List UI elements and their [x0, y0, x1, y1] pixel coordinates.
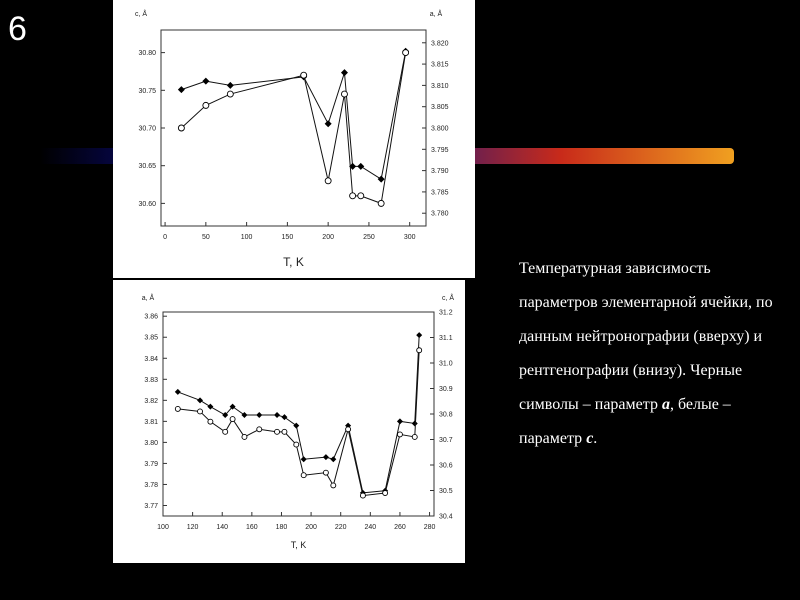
x-tick-label: 180	[275, 524, 288, 531]
data-point-open	[275, 429, 280, 434]
top-chart-panel	[113, 0, 475, 278]
data-point-open	[341, 91, 347, 97]
data-point-filled	[397, 418, 403, 424]
data-point-open	[403, 50, 409, 56]
x-tick-label: 50	[201, 234, 210, 241]
data-point-open	[198, 409, 203, 414]
data-point-filled	[357, 163, 364, 170]
y-right-tick-label: 3.785	[431, 189, 449, 197]
data-point-open	[178, 125, 184, 131]
data-point-open	[325, 178, 331, 184]
data-point-filled	[301, 456, 307, 462]
x-tick-label: 100	[240, 234, 253, 241]
y-left-tick-label: 3.85	[144, 334, 158, 342]
y-right-tick-label: 3.815	[431, 61, 449, 69]
data-point-open	[208, 419, 213, 424]
neutron-diffraction-chart	[113, 0, 475, 278]
y-left-tick-label: 3.79	[144, 460, 158, 468]
x-tick-label: 160	[246, 524, 258, 531]
y-right-tick-label: 3.795	[431, 146, 449, 154]
data-point-filled	[227, 82, 234, 89]
data-point-open	[301, 473, 306, 478]
series-line-filled	[181, 51, 405, 179]
x-tick-label: 140	[216, 524, 229, 531]
x-tick-label: 120	[186, 524, 199, 531]
data-point-open	[294, 442, 299, 447]
y-left-axis-title: a, Å	[141, 295, 155, 302]
data-point-open	[257, 427, 262, 432]
y-right-tick-label: 3.810	[431, 82, 449, 90]
data-point-open	[301, 72, 307, 78]
data-point-filled	[412, 420, 418, 426]
data-point-open	[331, 483, 336, 488]
bottom-chart-panel	[113, 280, 465, 563]
data-point-filled	[207, 404, 213, 410]
data-point-open	[358, 193, 364, 199]
figure-caption	[519, 252, 789, 456]
data-point-open	[242, 434, 247, 439]
data-point-filled	[323, 454, 329, 460]
x-tick-label: 300	[403, 234, 416, 241]
y-right-tick-label: 30.6	[439, 462, 453, 470]
x-tick-label: 240	[364, 524, 377, 531]
y-left-tick-label: 30.65	[138, 163, 156, 171]
data-point-open	[350, 193, 356, 199]
x-tick-label: 250	[363, 234, 375, 241]
data-point-open	[397, 432, 402, 437]
plot-frame	[163, 312, 434, 516]
data-point-filled	[378, 176, 385, 183]
y-left-axis-title: c, Å	[134, 11, 148, 18]
x-tick-label: 150	[281, 234, 294, 241]
y-left-tick-label: 3.86	[144, 313, 158, 321]
y-left-tick-label: 30.70	[138, 125, 156, 133]
data-point-open	[203, 102, 209, 108]
y-left-tick-label: 30.80	[138, 50, 156, 58]
y-left-tick-label: 30.75	[138, 87, 156, 95]
caption-text: Температурная зависимость параметров элементарной ячейки, по данным нейтронографии (вверху) и рентгенографии (внизу). Черные символы – параметр	[519, 260, 773, 413]
y-right-axis-title: a, Å	[429, 11, 443, 18]
data-point-open	[282, 429, 287, 434]
series-line-open	[181, 53, 405, 204]
x-tick-label: 100	[157, 524, 169, 531]
data-point-filled	[197, 397, 203, 403]
x-tick-label: 220	[334, 524, 347, 531]
data-point-open	[230, 417, 235, 422]
series-line-filled	[178, 335, 419, 493]
data-point-filled	[416, 332, 422, 338]
x-axis-title: T, K	[283, 255, 304, 269]
y-right-tick-label: 30.4	[439, 513, 453, 521]
data-point-filled	[274, 412, 280, 418]
y-left-tick-label: 30.60	[138, 200, 156, 208]
y-left-tick-label: 3.84	[144, 355, 158, 363]
y-left-tick-label: 3.83	[144, 376, 158, 384]
y-right-tick-label: 30.9	[439, 386, 453, 393]
x-tick-label: 200	[322, 234, 334, 241]
y-right-tick-label: 3.805	[431, 104, 449, 112]
y-right-tick-label: 30.5	[439, 488, 453, 495]
y-right-tick-label: 3.820	[431, 40, 449, 48]
y-right-tick-label: 31.1	[439, 335, 453, 342]
data-point-open	[227, 91, 233, 97]
series-line-open	[178, 350, 419, 495]
caption-end: .	[593, 430, 598, 447]
data-point-filled	[325, 120, 332, 127]
caption-middle: , белые – параметр	[519, 396, 731, 447]
data-point-open	[383, 491, 388, 496]
data-point-filled	[341, 69, 348, 76]
data-point-filled	[330, 456, 336, 462]
data-point-open	[223, 429, 228, 434]
x-tick-label: 280	[423, 524, 436, 531]
y-right-tick-label: 3.800	[431, 125, 449, 133]
y-left-tick-label: 3.80	[144, 439, 158, 447]
x-axis-title: T, K	[290, 540, 307, 550]
data-point-filled	[202, 78, 209, 85]
data-point-open	[346, 427, 351, 432]
y-left-tick-label: 3.78	[144, 481, 158, 489]
y-left-tick-label: 3.77	[144, 502, 158, 510]
data-point-open	[360, 493, 365, 498]
data-point-filled	[256, 412, 262, 418]
x-tick-label: 0	[163, 234, 168, 241]
y-right-tick-label: 3.790	[431, 168, 449, 176]
y-right-axis-title: c, Å	[441, 295, 455, 302]
caption-param-c: c	[586, 430, 594, 447]
data-point-open	[412, 434, 417, 439]
y-right-tick-label: 31.2	[439, 309, 453, 317]
y-right-tick-label: 3.780	[431, 210, 449, 218]
y-left-tick-label: 3.82	[144, 397, 158, 405]
y-right-tick-label: 31.0	[439, 360, 453, 368]
data-point-filled	[178, 86, 185, 93]
data-point-filled	[175, 389, 181, 395]
y-right-tick-label: 30.8	[439, 411, 453, 419]
xray-diffraction-chart	[113, 280, 465, 563]
data-point-open	[378, 200, 384, 206]
y-right-tick-label: 30.7	[439, 437, 453, 444]
x-tick-label: 260	[394, 524, 406, 531]
slide-number: 6	[8, 10, 27, 48]
plot-frame	[161, 30, 426, 226]
data-point-open	[323, 470, 328, 475]
data-point-open	[417, 348, 422, 353]
data-point-open	[175, 406, 180, 411]
caption-param-a: a	[661, 396, 670, 413]
y-left-tick-label: 3.81	[144, 418, 158, 426]
x-tick-label: 200	[305, 524, 317, 531]
